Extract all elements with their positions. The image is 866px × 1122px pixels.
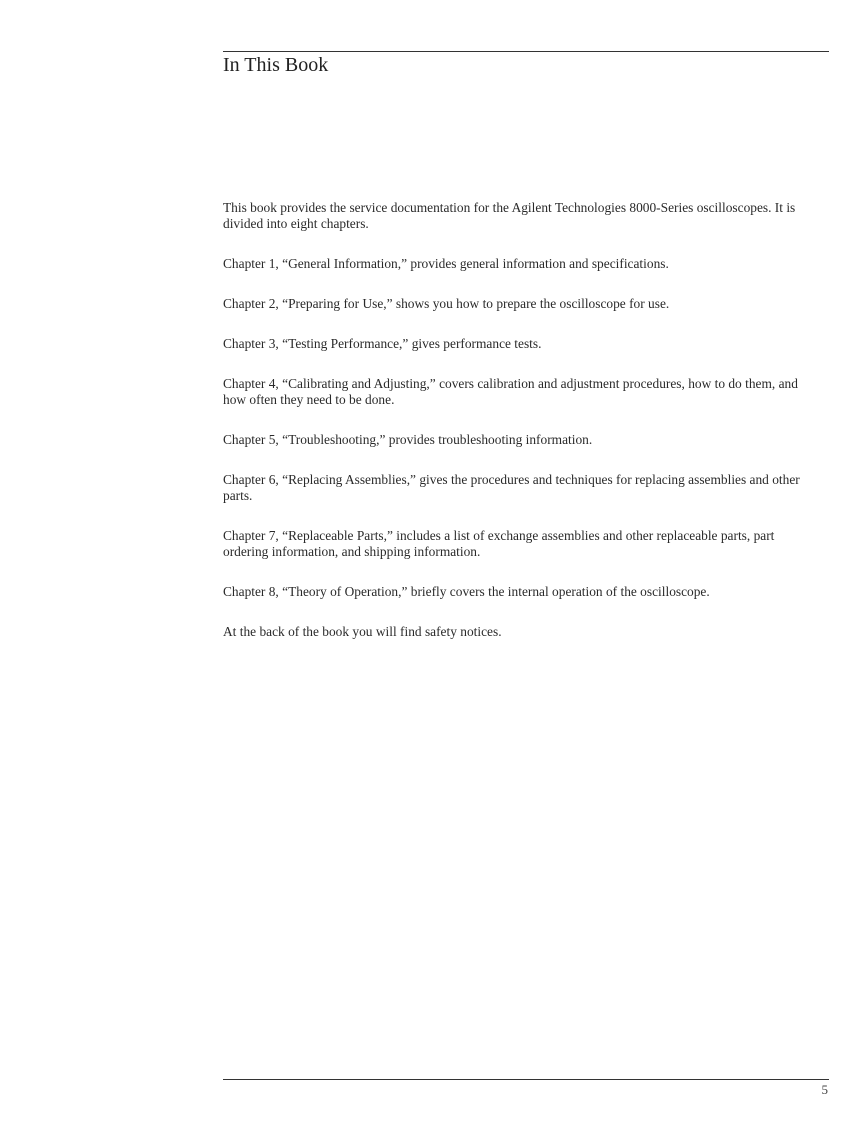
page-number: 5 — [821, 1082, 828, 1097]
chapter-4-paragraph: Chapter 4, “Calibrating and Adjusting,” covers calibration and adjustment procedures, how to do them, and how often they need to be done. — [223, 376, 798, 407]
intro-paragraph: This book provides the service documentation for the Agilent Technologies 8000-Series oscilloscopes. It is divided into eight chapters. — [223, 200, 796, 231]
header-rule — [223, 51, 829, 52]
body-text — [223, 200, 808, 664]
chapter-1-paragraph: Chapter 1, “General Information,” provides general information and specifications. — [223, 256, 669, 271]
chapter-5-paragraph: Chapter 5, “Troubleshooting,” provides troubleshooting information. — [223, 432, 593, 447]
safety-notice-paragraph: At the back of the book you will find safety notices. — [223, 624, 502, 639]
chapter-2-paragraph: Chapter 2, “Preparing for Use,” shows you how to prepare the oscilloscope for use. — [223, 296, 670, 311]
footer-rule — [223, 1079, 829, 1080]
page-title: In This Book — [223, 54, 329, 76]
chapter-7-paragraph: Chapter 7, “Replaceable Parts,” includes a list of exchange assemblies and other replaceable parts, part ordering information, and shipping information. — [223, 528, 775, 559]
chapter-6-paragraph: Chapter 6, “Replacing Assemblies,” gives the procedures and techniques for replacing assemblies and other parts. — [223, 472, 800, 503]
chapter-8-paragraph: Chapter 8, “Theory of Operation,” briefly covers the internal operation of the oscilloscope. — [223, 584, 710, 599]
chapter-3-paragraph: Chapter 3, “Testing Performance,” gives performance tests. — [223, 336, 542, 351]
